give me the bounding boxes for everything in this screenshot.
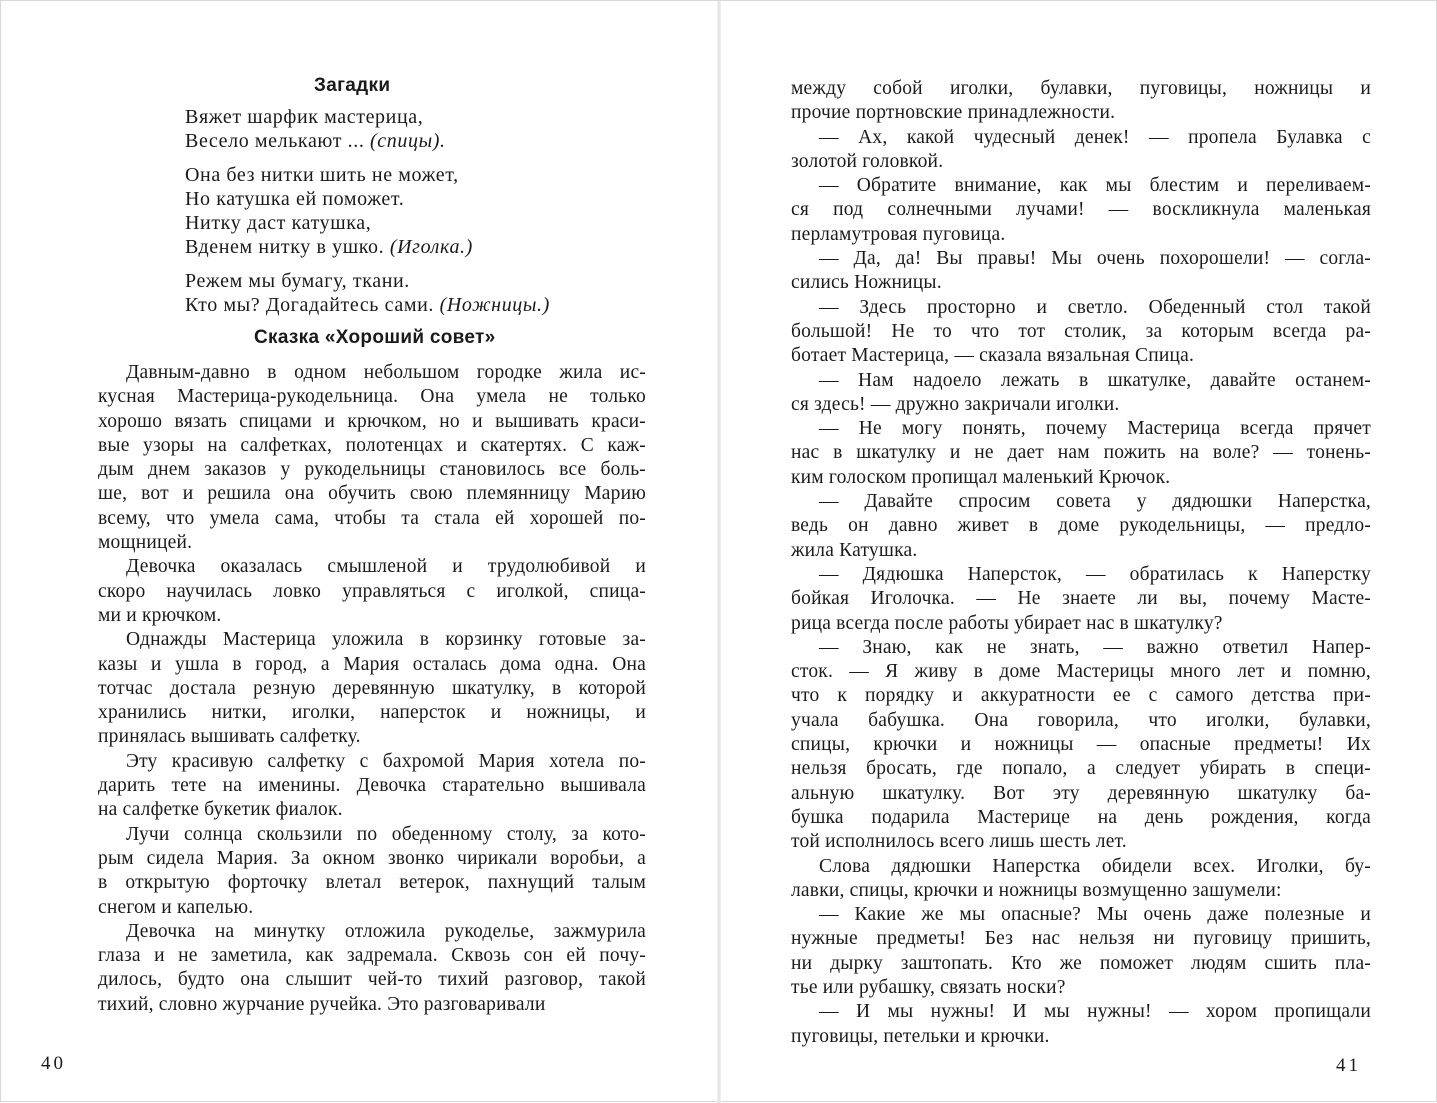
page-left [1,1,719,1103]
text-line: учала бабушка. Она говорила, что иголки, булавки, [791,709,1371,731]
text-line: прочие портновские принадлежности. [791,102,1116,124]
page-number-left: 40 [41,1053,66,1074]
text-line: спицы, крючки и ножницы — опасные предметы! Их [791,734,1371,756]
riddles-block [185,105,550,317]
text-line: хорошо вязать спицами и крючком, но и вышивать краси- [98,410,646,432]
text-line: сились Ножницы. [791,272,942,294]
text-line: вые узоры на салфетках, полотенцах и скатертях. С каж- [98,434,646,456]
page-right [719,1,1437,1103]
text-line: — Знаю, как не знать, — важно ответил Напер- [819,636,1371,658]
text-line: что к порядку и аккуратности ее с самого детства при- [791,685,1371,707]
riddle-line: Но катушка ей поможет. [185,188,405,210]
riddle-line: Кто мы? Догадайтесь сами. (Ножницы.) [185,294,550,316]
text-line: рица всегда после работы убирает нас в шкатулку? [791,612,1223,634]
text-line: между собой иголки, булавки, пуговицы, ножницы и [791,78,1371,99]
riddle-line: Вяжет шарфик мастерица, [185,106,424,128]
text-line: сток. — Я живу в доме Мастерицы много лет и помню, [791,661,1371,683]
text-line: кусная Мастерица-рукодельница. Она умела не только [98,386,646,408]
text-line: Девочка на минутку отложила рукоделье, зажмурила [126,920,646,942]
text-line: всему, что умела сама, чтобы та стала ей хорошей по- [98,507,646,529]
text-line: снегом и капелью. [98,896,254,918]
text-line: ким голоском пропищал маленький Крючок. [791,466,1171,488]
text-line: — Обратите внимание, как мы блестим и переливаем- [819,175,1371,197]
text-line: перламутровая пуговица. [791,223,1006,245]
text-line: — Да, да! Вы правы! Мы очень похорошели! — согла- [819,248,1371,270]
text-line: жила Катушка. [791,539,918,561]
text-line: лавки, спицы, крючки и ножницы возмущенно зашумели: [791,879,1282,901]
text-line: Девочка оказалась смышленой и трудолюбивой и [126,556,646,578]
riddle-line: Вденем нитку в ушко. (Иголка.) [185,236,473,258]
text-line: рым сидела Мария. За окном звонко чирикали воробьи, а [98,847,646,869]
text-line: казы и ушла в город, а Мария осталась дома одна. Она [98,653,646,675]
text-line: — И мы нужны! И мы нужны! — хором пропищали [819,1001,1371,1023]
text-line: ся под солнечными лучами! — воскликнула маленькая [791,199,1371,221]
text-line: пуговицы, петельки и крючки. [791,1025,1050,1047]
riddle-line: Режем мы бумагу, ткани. [185,270,410,292]
text-line: в открытую форточку влетал ветерок, пахнущий талым [98,872,646,894]
text-line: Лучи солнца скользили по обеденному столу, за кото- [126,823,646,845]
text-line: дарить тете на именины. Девочка старательно вышивала [98,775,646,797]
riddle-line: Она без нитки шить не может, [185,164,459,186]
page-number-right: 41 [1336,1055,1361,1076]
text-line: ни дырку заштопать. Кто же поможет людям сшить пла- [791,952,1371,974]
text-line: — Какие же мы опасные? Мы очень даже полезные и [819,904,1371,926]
text-line: ше, вот и решила она обучить свою племянницу Марию [98,483,646,505]
text-line: Слова дядюшки Наперстка обидели всех. Иголки, бу- [819,855,1371,877]
text-line: — Ах, какой чудесный денек! — пропела Булавка с [819,126,1371,148]
riddle-line: Нитку даст катушка, [185,212,372,234]
text-line: дым днем заказов у рукодельницы становилось все боль- [98,459,646,481]
text-line: альную шкатулку. Вот эту деревянную шкатулку ба- [791,782,1371,804]
text-line: хранились нитки, иголки, наперсток и ножницы, и [98,702,646,724]
text-line: золотой головкой. [791,150,944,172]
text-line: — Дядюшка Наперсток, — обратилась к Наперстку [819,563,1371,585]
text-line: нас в шкатулку и не дает нам пожить на воле? — тонень- [791,442,1371,464]
text-line: — Здесь просторно и светло. Обеденный стол такой [819,296,1371,318]
riddle-line: Весело мелькают ... (спицы). [185,130,446,152]
text-line: большой! Не то что тот столик, за которым всегда ра- [791,320,1371,342]
text-line: дилось, будто она слышит чей-то тихий разговор, такой [98,969,646,991]
text-line: нельзя бросать, где попало, а следует убирать в специ- [791,758,1371,780]
riddles-heading: Загадки [314,75,391,96]
text-line: той исполнилось всего лишь шесть лет. [791,831,1127,853]
text-line: ведь он давно живет в доме рукодельницы, — предло- [791,515,1371,537]
text-line: Однажды Мастерица уложила в корзинку готовые за- [126,629,646,651]
text-line: нужные предметы! Без нас нельзя ни пуговицу пришить, [791,928,1371,950]
text-line: тье или рубашку, связать носки? [791,976,1066,998]
text-line: — Давайте спросим совета у дядюшки Наперстка, [819,491,1371,513]
text-line: Давным-давно в одном небольшом городке жила ис- [126,362,646,383]
text-line: бойкая Иголочка. — Не знаете ли вы, почему Масте- [791,588,1371,610]
text-line: ми и крючком. [98,604,222,626]
text-line: глаза и не заметила, как задремала. Сквозь сон ей почу- [98,945,646,967]
text-line: тотчас достала резную деревянную шкатулку, в которой [98,677,646,699]
text-line: ся здесь! — дружно закричали иголки. [791,393,1120,415]
text-line: Эту красивую салфетку с бахромой Мария хотела по- [126,750,646,772]
text-line: принялась вышивать салфетку. [98,726,361,748]
text-line: тихий, словно журчание ручейка. Это разговаривали [98,993,546,1015]
text-line: на салфетке букетик фиалок. [98,799,343,821]
text-line: — Нам надоело лежать в шкатулке, давайте останем- [819,369,1371,391]
text-line: — Не могу понять, почему Мастерица всегда прячет [819,418,1371,440]
text-line: мощницей. [98,532,193,554]
right-story-text [791,77,1371,1049]
left-story-text [98,361,646,1017]
text-line: бушка подарила Мастерице на день рождения, когда [791,806,1371,828]
text-line: скоро научилась ловко управляться с иголкой, спица- [98,580,646,602]
text-line: ботает Мастерица, — сказала вязальная Спица. [791,345,1195,367]
story-heading: Сказка «Хороший совет» [254,327,496,348]
